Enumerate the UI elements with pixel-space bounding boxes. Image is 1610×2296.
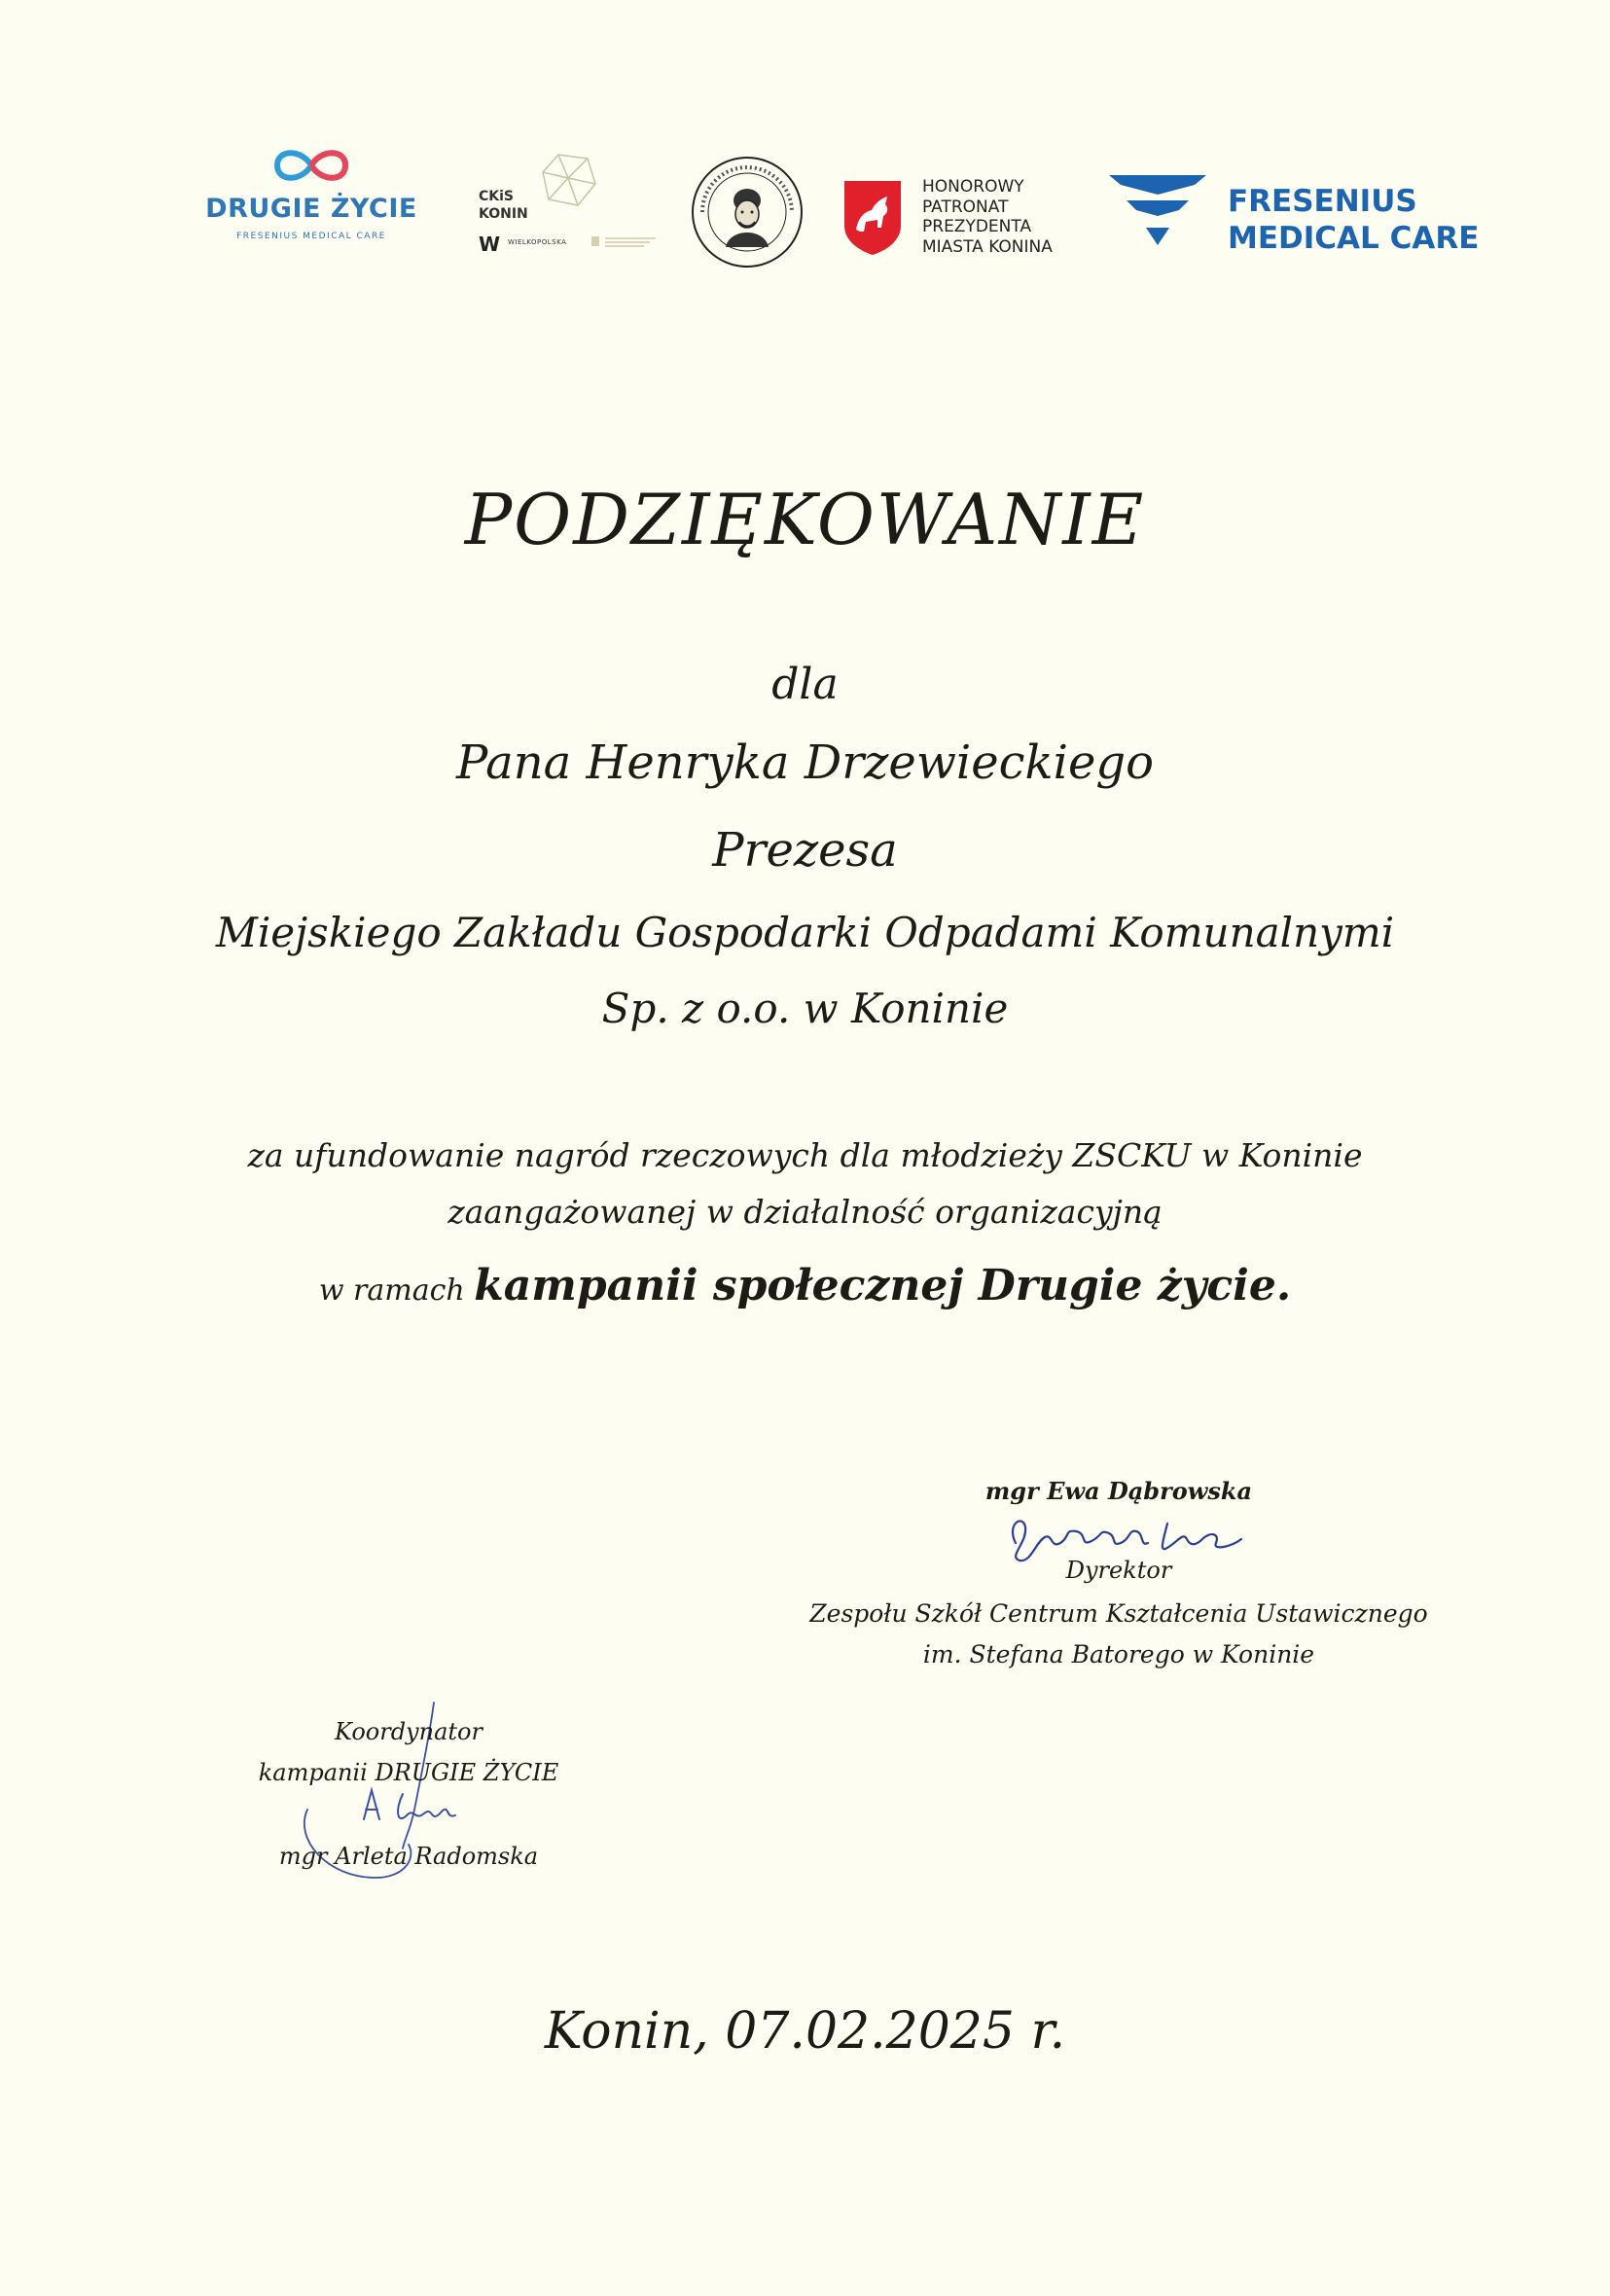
chevron-logo-icon bbox=[1107, 173, 1208, 251]
fresenius-logo bbox=[1107, 173, 1496, 261]
konin-patronage-logo bbox=[842, 177, 1076, 265]
reason-line-1: za ufundowanie nagród rzeczowych dla młodzieży ZSCKU w Koninie bbox=[247, 1136, 1363, 1174]
konin-line1: HONOROWY bbox=[922, 177, 1024, 197]
konin-patronage-text bbox=[922, 177, 1053, 257]
school-seal-logo bbox=[689, 154, 805, 270]
director-institution-line-2: im. Stefana Batorego w Koninie bbox=[922, 1640, 1315, 1668]
director-institution-line-1: Zespołu Szkół Centrum Kształcenia Ustawicznego bbox=[809, 1599, 1428, 1628]
dla-text: dla bbox=[771, 660, 839, 709]
ckis-line1: CKiS bbox=[479, 189, 515, 204]
director-name: mgr Ewa Dąbrowska bbox=[984, 1477, 1253, 1505]
reason-line-3-prefix: w ramach bbox=[318, 1274, 475, 1308]
geometric-cube-icon bbox=[539, 151, 599, 211]
horse-shield-icon bbox=[842, 179, 903, 257]
fresenius-line1: FRESENIUS bbox=[1228, 184, 1417, 219]
certificate-date: Konin, 07.02.2025 r. bbox=[544, 2002, 1066, 2061]
fresenius-line2: MEDICAL CARE bbox=[1228, 221, 1480, 256]
certificate-title: PODZIĘKOWANIE bbox=[464, 479, 1146, 560]
drugie-zycie-logo bbox=[195, 141, 428, 258]
drugie-zycie-logo-title: DRUGIE ŻYCIE bbox=[205, 194, 417, 224]
small-emblem-icon bbox=[591, 234, 660, 248]
coordinator-name: mgr Arleta Radomska bbox=[278, 1843, 539, 1870]
drugie-zycie-logo-subtitle: FRESENIUS MEDICAL CARE bbox=[236, 232, 386, 241]
coordinator-role: Koordynator bbox=[335, 1718, 483, 1745]
company-line-1: Miejskiego Zakładu Gospodarki Odpadami Komunalnymi bbox=[215, 909, 1395, 956]
reason-line-3 bbox=[0, 1261, 1610, 1310]
wielkopolska-text: WIELKOPOLSKA bbox=[508, 238, 567, 246]
fresenius-text bbox=[1228, 183, 1479, 257]
campaign-name: kampanii społecznej Drugie życie. bbox=[474, 1261, 1292, 1310]
director-role: Dyrektor bbox=[1065, 1557, 1172, 1584]
ckis-konin-text bbox=[479, 188, 528, 223]
company-line-2: Sp. z o.o. w Koninie bbox=[601, 985, 1009, 1032]
konin-line4: MIASTA KONINA bbox=[922, 236, 1053, 257]
recipient-name: Pana Henryka Drzewieckiego bbox=[455, 735, 1155, 790]
wielkopolska-w-mark: W bbox=[479, 233, 501, 256]
ckis-konin-logo bbox=[475, 151, 669, 258]
ckis-line2: KONIN bbox=[479, 206, 528, 222]
coordinator-campaign: kampanii DRUGIE ŻYCIE bbox=[258, 1759, 559, 1786]
reason-line-2: zaangażowanej w działalność organizacyjną bbox=[447, 1193, 1163, 1231]
infinity-heart-icon bbox=[268, 141, 355, 190]
konin-line2: PATRONAT bbox=[922, 197, 1009, 217]
konin-line3: PREZYDENTA bbox=[922, 217, 1032, 236]
recipient-position: Prezesa bbox=[712, 823, 898, 878]
portrait-seal-icon bbox=[689, 154, 805, 270]
